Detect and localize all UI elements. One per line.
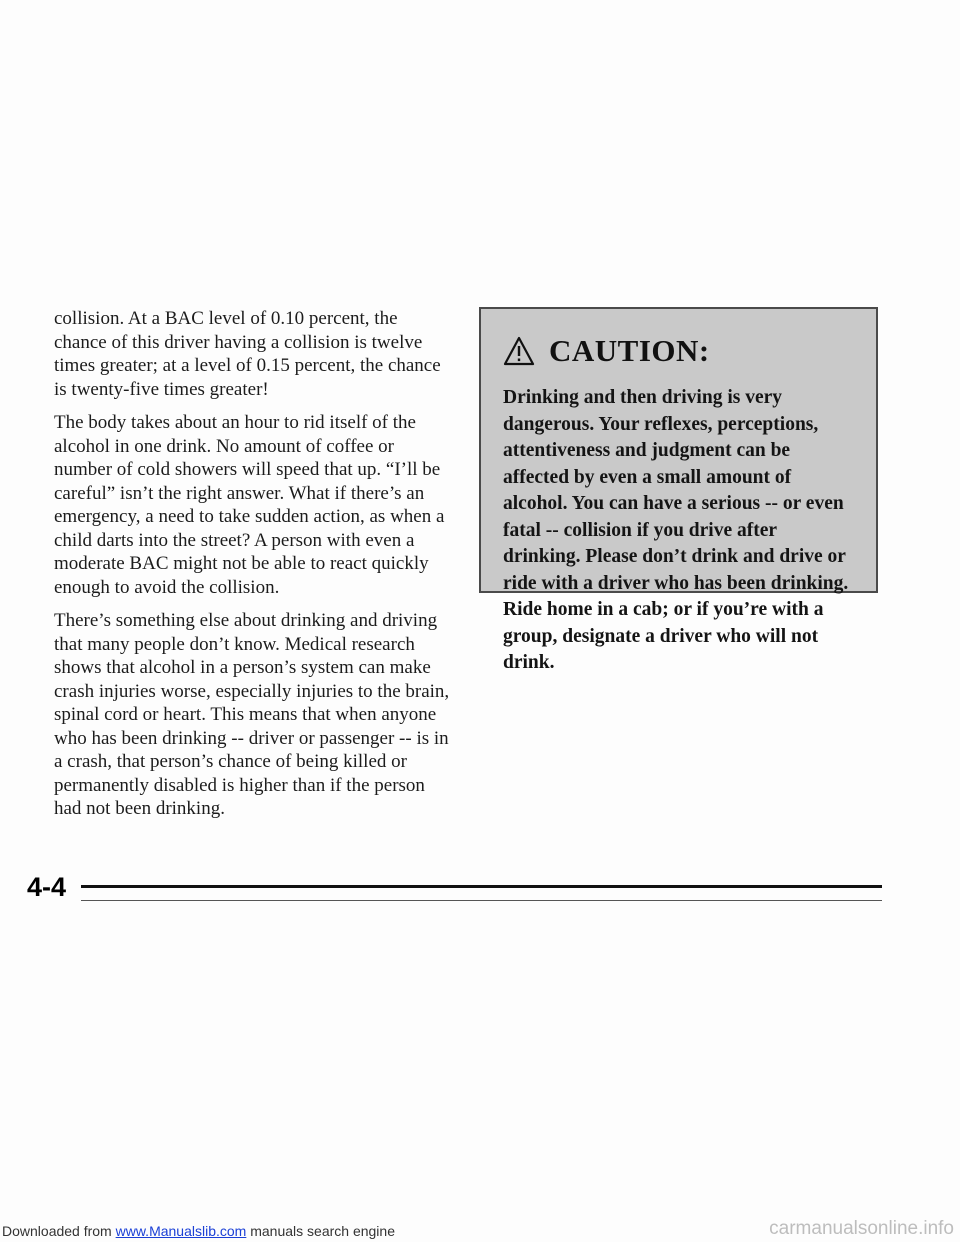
caution-title: CAUTION: (549, 333, 710, 368)
paragraph-bac-collision: collision. At a BAC level of 0.10 percent, the chance of this driver having a collision is twelve times greater; at a level of 0.15 percent, the chance is twenty-five times greater! (54, 308, 441, 400)
caution-header (503, 323, 858, 379)
caution-text: Drinking and then driving is very dangerous. Your reflexes, perceptions, attentiveness and judgment can be affected by even a small amount of alcohol. You can have a serious -- or even fatal -- collision if you drive after drinking. Please don’t drink and drive or ride with a driver who has been drinking. Ride home in a cab; or if you’re with a group, designate a driver who will not drink. (503, 387, 849, 673)
download-banner-prefix: Downloaded from (2, 1223, 116, 1239)
manualslib-link[interactable]: www.Manualslib.com (115, 1223, 247, 1239)
warning-triangle-icon (503, 336, 535, 366)
caution-box (479, 307, 878, 673)
footer-rule-thin (81, 900, 882, 901)
footer-rule-thick (81, 885, 882, 888)
paragraph-alcohol-elimination: The body takes about an hour to rid itself of the alcohol in one drink. No amount of coffee or number of cold showers will speed that up. “I’ll be careful” isn’t the right answer. What if there’s an emergency, a need to take sudden action, as when a child darts into the street? A person with even a moderate BAC might not be able to react quickly enough to avoid the collision. (54, 412, 445, 598)
download-banner-suffix: manuals search engine (246, 1223, 395, 1239)
site-watermark: carmanualsonline.info (769, 1218, 954, 1239)
paragraph-crash-injuries: There’s something else about drinking and driving that many people don’t know. Medical research shows that alcohol in a person’s system can make crash injuries worse, especially injuries to the brain, spinal cord or heart. This means that when anyone who has been drinking -- driver or passenger -- is in a crash, that person’s chance of being killed or permanently disabled is higher than if the person had not been drinking. (54, 610, 450, 819)
download-banner (2, 1223, 395, 1239)
page-number: 4-4 (27, 872, 67, 902)
body-text-column (54, 307, 454, 831)
